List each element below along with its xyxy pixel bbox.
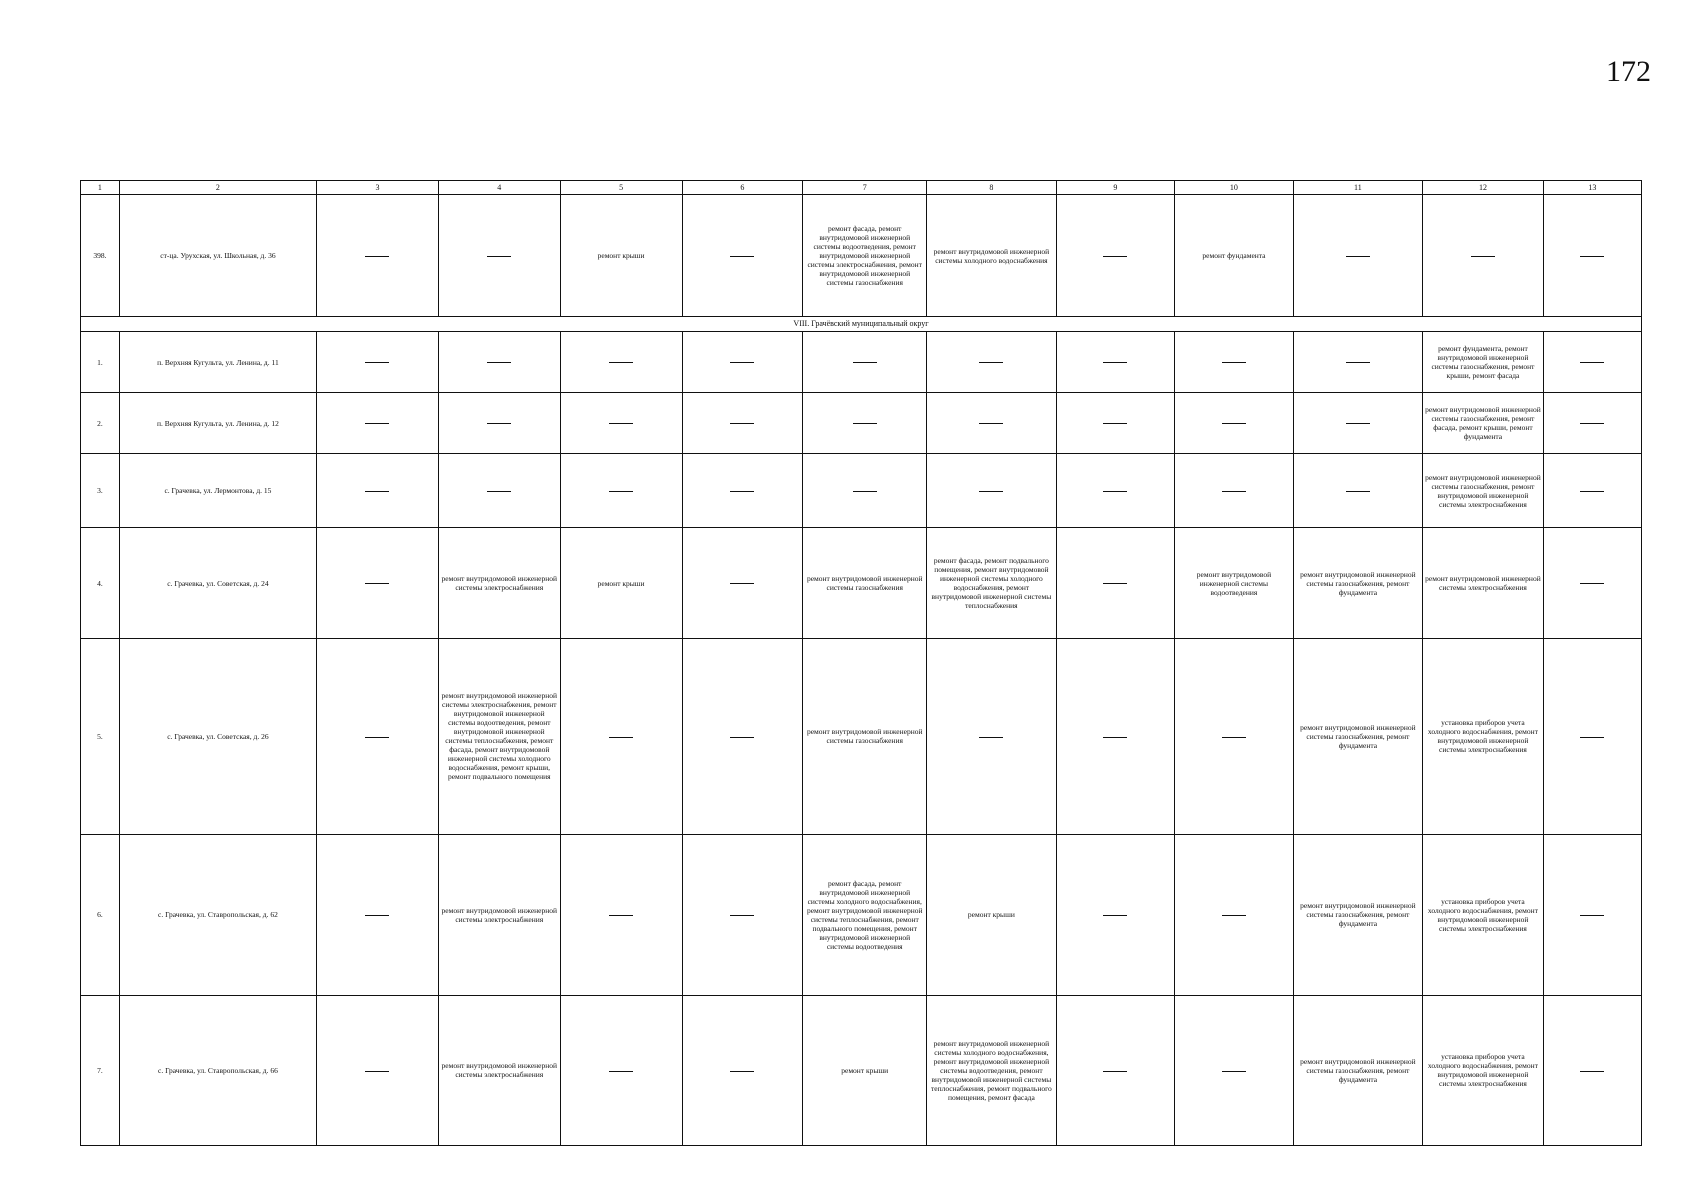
dash-mark (979, 423, 1003, 424)
empty-dash-cell (1175, 332, 1294, 393)
empty-dash-cell (682, 995, 803, 1145)
work-description-cell (927, 834, 1056, 995)
dash-mark (1222, 1071, 1246, 1072)
empty-dash-cell (682, 638, 803, 834)
table-row (81, 332, 1642, 393)
column-number: 1 (81, 181, 120, 195)
work-description: ремонт фундамента, ремонт внутридомовой инженерной системы газоснабжения, ремонт крыши, ремонт фасада (1431, 344, 1535, 381)
dash-mark (979, 362, 1003, 363)
empty-dash-cell (1293, 393, 1422, 454)
empty-dash-cell (1543, 195, 1641, 317)
dash-mark (730, 737, 754, 738)
dash-mark (1103, 915, 1127, 916)
empty-dash-cell (1423, 195, 1544, 317)
empty-dash-cell (438, 393, 560, 454)
work-description: ремонт крыши (597, 578, 645, 588)
empty-dash-cell (317, 528, 439, 639)
dash-mark (1346, 362, 1370, 363)
work-description-cell (1293, 528, 1422, 639)
work-description-cell (1175, 195, 1294, 317)
address-cell: с. Грачевка, ул. Ставропольская, д. 62 (119, 834, 316, 995)
empty-dash-cell (1175, 454, 1294, 528)
work-description: ремонт внутридомовой инженерной системы электроснабжения (1425, 574, 1541, 592)
table-row (81, 834, 1642, 995)
dash-mark (853, 491, 877, 492)
empty-dash-cell (560, 332, 682, 393)
work-description-cell (803, 638, 927, 834)
dash-mark (853, 362, 877, 363)
work-description: установка приборов учета холодного водоснабжения, ремонт внутридомовой инженерной системы электроснабжения (1427, 896, 1538, 933)
empty-dash-cell (438, 332, 560, 393)
table-row (81, 995, 1642, 1145)
empty-dash-cell (317, 995, 439, 1145)
work-description-cell (438, 638, 560, 834)
column-number: 8 (927, 181, 1056, 195)
work-description-cell (927, 995, 1056, 1145)
row-number: 7. (81, 995, 120, 1145)
empty-dash-cell (803, 454, 927, 528)
work-description: ремонт фасада, ремонт внутридомовой инженерной системы холодного водоснабжения, ремонт внутридомовой инженерной системы теплоснабжения, ремонт подвального помещения, ремонт внутридомовой инженерной системы водоотведения (806, 878, 923, 951)
work-description-cell (927, 195, 1056, 317)
empty-dash-cell (1293, 332, 1422, 393)
empty-dash-cell (560, 638, 682, 834)
work-description-cell (1293, 638, 1422, 834)
dash-mark (1103, 362, 1127, 363)
column-number: 13 (1543, 181, 1641, 195)
empty-dash-cell (1543, 393, 1641, 454)
row-number: 2. (81, 393, 120, 454)
work-description: ремонт крыши (841, 1065, 889, 1075)
work-description: ремонт крыши (967, 910, 1015, 920)
dash-mark (730, 362, 754, 363)
address-cell: с. Грачевка, ул. Советская, д. 24 (119, 528, 316, 639)
dash-mark (1580, 915, 1604, 916)
address-cell: п. Верхняя Кугульта, ул. Ленина, д. 12 (119, 393, 316, 454)
column-number: 7 (803, 181, 927, 195)
empty-dash-cell (1543, 834, 1641, 995)
address-cell: с. Грачевка, ул. Ставропольская, д. 66 (119, 995, 316, 1145)
dash-mark (609, 362, 633, 363)
work-description: ремонт внутридомовой инженерной системы электроснабжения (441, 905, 558, 924)
section-title: VIII. Грачёвский муниципальный округ (81, 316, 1642, 331)
dash-mark (1222, 423, 1246, 424)
empty-dash-cell (927, 638, 1056, 834)
dash-mark (1580, 737, 1604, 738)
dash-mark (730, 915, 754, 916)
dash-mark (1103, 583, 1127, 584)
work-description-cell (438, 528, 560, 639)
dash-mark (1580, 491, 1604, 492)
empty-dash-cell (1056, 995, 1175, 1145)
work-description: установка приборов учета холодного водоснабжения, ремонт внутридомовой инженерной системы электроснабжения (1427, 718, 1538, 755)
empty-dash-cell (1056, 528, 1175, 639)
dash-mark (487, 423, 511, 424)
empty-dash-cell (1175, 834, 1294, 995)
work-description-cell (1423, 393, 1544, 454)
work-description-cell (803, 834, 927, 995)
address-cell: п. Верхняя Кугульта, ул. Ленина, д. 11 (119, 332, 316, 393)
work-description-cell (1423, 995, 1544, 1145)
work-description-cell (927, 528, 1056, 639)
table-body (81, 181, 1642, 1146)
empty-dash-cell (927, 454, 1056, 528)
section-header-row (81, 316, 1642, 331)
column-number: 6 (682, 181, 803, 195)
table-row (81, 195, 1642, 317)
work-description-cell (438, 834, 560, 995)
dash-mark (1103, 491, 1127, 492)
empty-dash-cell (438, 454, 560, 528)
work-description: ремонт внутридомовой инженерной системы газоснабжения, ремонт фундамента (1300, 569, 1416, 597)
address-cell: ст-ца. Урухская, ул. Школьная, д. 36 (119, 195, 316, 317)
empty-dash-cell (560, 454, 682, 528)
dash-mark (487, 491, 511, 492)
dash-mark (1346, 491, 1370, 492)
empty-dash-cell (1175, 638, 1294, 834)
dash-mark (1346, 256, 1370, 257)
work-description-cell (560, 528, 682, 639)
empty-dash-cell (1056, 834, 1175, 995)
column-number: 4 (438, 181, 560, 195)
address-cell: с. Грачевка, ул. Лермонтова, д. 15 (119, 454, 316, 528)
dash-mark (1471, 256, 1495, 257)
work-description-cell (560, 195, 682, 317)
dash-mark (730, 583, 754, 584)
dash-mark (1222, 737, 1246, 738)
column-number: 11 (1293, 181, 1422, 195)
empty-dash-cell (682, 332, 803, 393)
dash-mark (609, 1071, 633, 1072)
work-description: ремонт внутридомовой инженерной системы электроснабжения (441, 1061, 558, 1080)
table-row (81, 528, 1642, 639)
empty-dash-cell (560, 393, 682, 454)
work-description-cell (1423, 528, 1544, 639)
dash-mark (1103, 1071, 1127, 1072)
column-number: 2 (119, 181, 316, 195)
work-description: ремонт внутридомовой инженерной системы электроснабжения (441, 574, 558, 592)
dash-mark (1103, 737, 1127, 738)
dash-mark (365, 362, 389, 363)
empty-dash-cell (927, 332, 1056, 393)
dash-mark (1222, 491, 1246, 492)
work-description-cell (1423, 454, 1544, 528)
work-description: ремонт внутридомовой инженерной системы газоснабжения (806, 727, 923, 746)
empty-dash-cell (1543, 995, 1641, 1145)
dash-mark (1580, 256, 1604, 257)
work-description: установка приборов учета холодного водоснабжения, ремонт внутридомовой инженерной системы электроснабжения (1427, 1052, 1538, 1089)
work-description: ремонт внутридомовой инженерной системы газоснабжения, ремонт фасада, ремонт крыши, ремонт фундамента (1425, 405, 1541, 442)
empty-dash-cell (1056, 638, 1175, 834)
work-description: ремонт крыши (597, 251, 645, 261)
repair-schedule-table (80, 180, 1642, 1146)
empty-dash-cell (317, 454, 439, 528)
empty-dash-cell (682, 528, 803, 639)
dash-mark (365, 491, 389, 492)
empty-dash-cell (1543, 528, 1641, 639)
dash-mark (1580, 362, 1604, 363)
work-description: ремонт внутридомовой инженерной системы газоснабжения, ремонт фундамента (1300, 901, 1416, 929)
empty-dash-cell (927, 393, 1056, 454)
work-description-cell (803, 195, 927, 317)
page-number: 172 (1606, 55, 1651, 88)
empty-dash-cell (1175, 393, 1294, 454)
empty-dash-cell (560, 834, 682, 995)
table-row (81, 393, 1642, 454)
work-description-cell (438, 995, 560, 1145)
dash-mark (1222, 915, 1246, 916)
work-description-cell (803, 995, 927, 1145)
empty-dash-cell (317, 195, 439, 317)
empty-dash-cell (1175, 995, 1294, 1145)
table-row (81, 454, 1642, 528)
dash-mark (1346, 423, 1370, 424)
empty-dash-cell (803, 393, 927, 454)
row-number: 398. (81, 195, 120, 317)
empty-dash-cell (1056, 393, 1175, 454)
dash-mark (365, 737, 389, 738)
work-description-cell (1423, 638, 1544, 834)
row-number: 1. (81, 332, 120, 393)
dash-mark (365, 423, 389, 424)
column-number: 12 (1423, 181, 1544, 195)
dash-mark (365, 1071, 389, 1072)
work-description-cell (1293, 834, 1422, 995)
dash-mark (1103, 423, 1127, 424)
work-description: ремонт внутридомовой инженерной системы электроснабжения, ремонт внутридомовой инженерной системы водоотведения, ремонт внутридомовой инженерной системы теплоснабжения, ремонт фасада, ремонт внутридомовой инженерной системы холодного водоснабжения, ремонт крыши, ремонт подвального помещения (441, 691, 558, 782)
work-description: ремонт внутридомовой инженерной системы холодного водоснабжения (933, 246, 1050, 265)
column-number: 3 (317, 181, 439, 195)
dash-mark (730, 491, 754, 492)
column-number: 5 (560, 181, 682, 195)
table-row (81, 638, 1642, 834)
work-description: ремонт внутридомовой инженерной системы газоснабжения (806, 574, 923, 592)
work-description: ремонт внутридомовой инженерной системы газоснабжения, ремонт фундамента (1300, 722, 1416, 750)
dash-mark (1103, 256, 1127, 257)
dash-mark (979, 737, 1003, 738)
empty-dash-cell (1543, 332, 1641, 393)
work-description: ремонт фундамента (1202, 251, 1266, 261)
dash-mark (1580, 423, 1604, 424)
dash-mark (730, 423, 754, 424)
empty-dash-cell (317, 638, 439, 834)
work-description: ремонт фасада, ремонт внутридомовой инженерной системы водоотведения, ремонт внутридомовой инженерной системы электроснабжения, ремонт внутридомовой инженерной системы газоснабжения (807, 224, 922, 288)
work-description: ремонт внутридомовой инженерной системы водоотведения (1196, 569, 1272, 597)
empty-dash-cell (682, 393, 803, 454)
dash-mark (487, 256, 511, 257)
schedule-sheet (80, 180, 1642, 1146)
empty-dash-cell (682, 195, 803, 317)
empty-dash-cell (317, 834, 439, 995)
empty-dash-cell (1056, 332, 1175, 393)
empty-dash-cell (1543, 454, 1641, 528)
dash-mark (1222, 362, 1246, 363)
dash-mark (730, 1071, 754, 1072)
empty-dash-cell (1293, 195, 1422, 317)
work-description: ремонт внутридомовой инженерной системы газоснабжения, ремонт внутридомовой инженерной системы электроснабжения (1425, 472, 1541, 509)
dash-mark (609, 737, 633, 738)
empty-dash-cell (438, 195, 560, 317)
empty-dash-cell (317, 393, 439, 454)
dash-mark (730, 256, 754, 257)
empty-dash-cell (803, 332, 927, 393)
column-number: 10 (1175, 181, 1294, 195)
dash-mark (487, 362, 511, 363)
work-description: ремонт внутридомовой инженерной системы газоснабжения, ремонт фундамента (1300, 1056, 1416, 1084)
column-number-row (81, 181, 1642, 195)
work-description-cell (1293, 995, 1422, 1145)
row-number: 4. (81, 528, 120, 639)
work-description-cell (1175, 528, 1294, 639)
work-description-cell (803, 528, 927, 639)
empty-dash-cell (1293, 454, 1422, 528)
empty-dash-cell (682, 834, 803, 995)
dash-mark (1580, 1071, 1604, 1072)
empty-dash-cell (1056, 195, 1175, 317)
dash-mark (979, 491, 1003, 492)
work-description-cell (1423, 834, 1544, 995)
dash-mark (609, 423, 633, 424)
dash-mark (365, 583, 389, 584)
row-number: 6. (81, 834, 120, 995)
dash-mark (365, 256, 389, 257)
empty-dash-cell (682, 454, 803, 528)
dash-mark (853, 423, 877, 424)
row-number: 5. (81, 638, 120, 834)
empty-dash-cell (560, 995, 682, 1145)
work-description: ремонт фасада, ремонт подвального помещения, ремонт внутридомовой инженерной системы холодного водоснабжения, ремонт внутридомовой инженерной системы теплоснабжения (931, 556, 1052, 610)
empty-dash-cell (1543, 638, 1641, 834)
dash-mark (609, 915, 633, 916)
work-description-cell (1423, 332, 1544, 393)
row-number: 3. (81, 454, 120, 528)
empty-dash-cell (317, 332, 439, 393)
empty-dash-cell (1056, 454, 1175, 528)
column-number: 9 (1056, 181, 1175, 195)
dash-mark (365, 915, 389, 916)
dash-mark (609, 491, 633, 492)
dash-mark (1580, 583, 1604, 584)
address-cell: с. Грачевка, ул. Советская, д. 26 (119, 638, 316, 834)
work-description: ремонт внутридомовой инженерной системы холодного водоснабжения, ремонт внутридомовой инженерной системы водоотведения, ремонт внутридомовой инженерной системы теплоснабжения, ремонт подвального помещения, ремонт фасада (931, 1038, 1052, 1102)
